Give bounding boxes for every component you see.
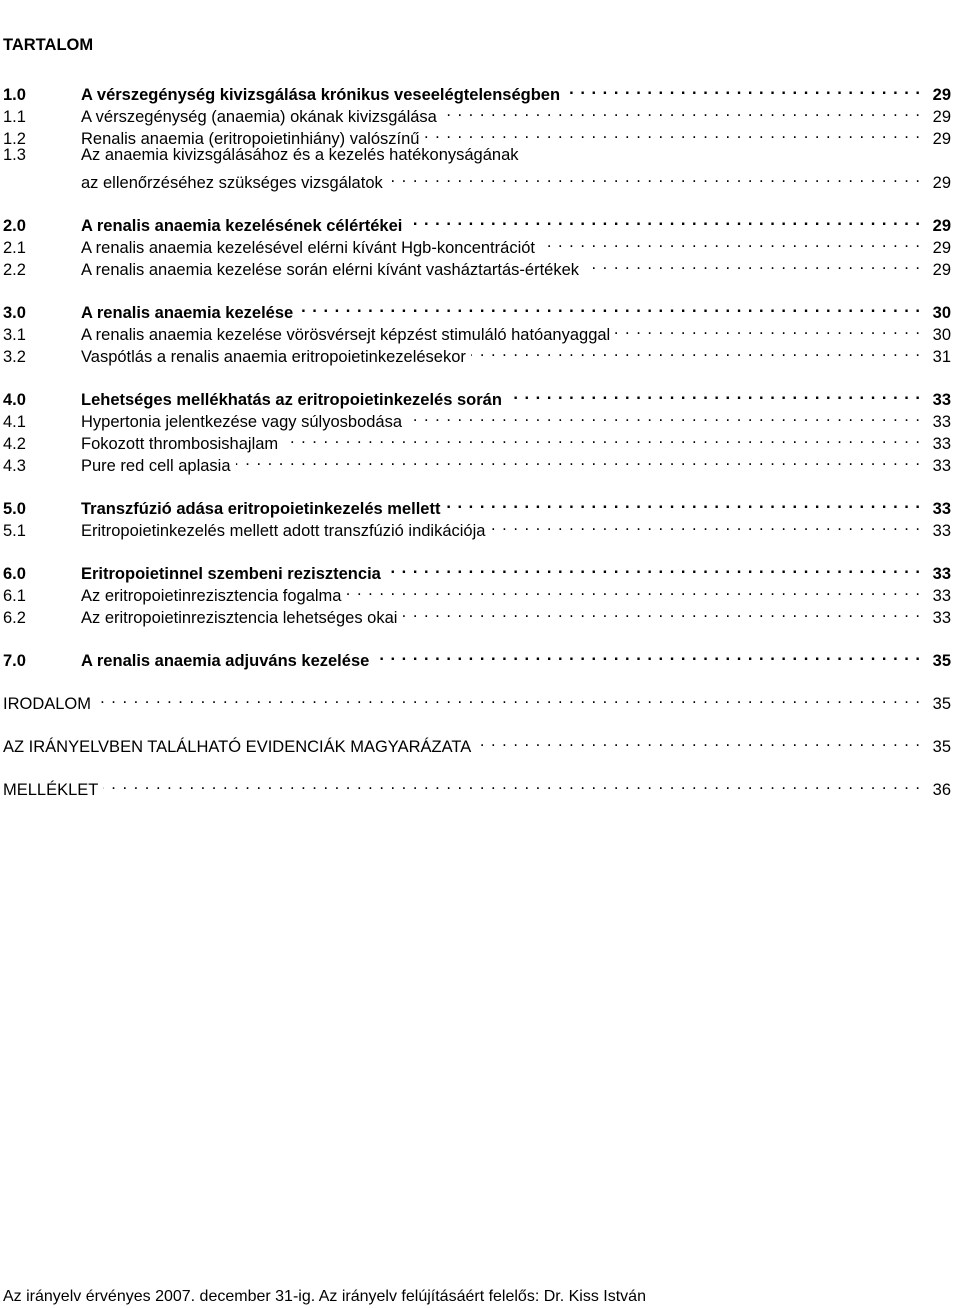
entry-number: 3.2	[3, 348, 26, 366]
entry-number: 1.0	[3, 86, 26, 104]
toc-appendix-attachment	[3, 773, 951, 799]
dot-leader	[507, 383, 921, 405]
entry-number: 2.0	[3, 217, 26, 235]
entry-title: Hypertonia jelentkezése vagy súlyosbodása	[81, 413, 403, 431]
dot-leader	[407, 209, 921, 231]
dot-leader	[584, 253, 921, 275]
entry-number: 6.0	[3, 565, 26, 583]
entry-title: A renalis anaemia kezelése	[81, 304, 294, 322]
entry-page: 29	[932, 217, 951, 235]
dot-leader	[96, 687, 921, 709]
dot-leader	[402, 601, 921, 623]
dot-leader	[283, 427, 921, 449]
entry-page: 30	[932, 304, 951, 322]
dot-leader	[424, 122, 921, 144]
entry-title: Vaspótlás a renalis anaemia eritropoietinkezelésekor	[81, 348, 466, 366]
dot-leader	[236, 449, 922, 471]
dot-leader	[445, 492, 921, 514]
entry-page: 33	[932, 500, 951, 518]
entry-number: 7.0	[3, 652, 26, 670]
toc-entry-3-0[interactable]	[3, 296, 951, 322]
page-footer: Az irányelv érvényes 2007. december 31-ig. Az irányelv felújításáért felelős: Dr. Kiss István	[3, 1288, 646, 1305]
entry-row-first	[3, 144, 951, 166]
entry-title: A renalis anaemia adjuváns kezelése	[81, 652, 370, 670]
entry-number: 4.3	[3, 457, 26, 475]
entry-title: A renalis anaemia kezelése során elérni kívánt vasháztartás-értékek	[81, 261, 580, 279]
entry-page: 30	[932, 326, 951, 344]
entry-title: IRODALOM	[3, 695, 92, 713]
dot-leader	[615, 318, 921, 340]
entry-page: 29	[932, 239, 951, 257]
entry-title: A vérszegénység kivizsgálása krónikus veseelégtelenségben	[81, 86, 561, 104]
toc-group-3	[3, 296, 951, 366]
entry-page: 33	[932, 587, 951, 605]
entry-number: 4.2	[3, 435, 26, 453]
dot-leader	[346, 579, 921, 601]
entry-page: 36	[932, 781, 951, 799]
page-title: TARTALOM	[3, 36, 94, 54]
entry-number: 2.2	[3, 261, 26, 279]
entry-title: Az eritropoietinrezisztencia fogalma	[81, 587, 342, 605]
entry-page: 35	[932, 652, 951, 670]
toc-entry-1-3[interactable]	[3, 144, 951, 192]
entry-page: 35	[932, 695, 951, 713]
entry-number: 1.3	[3, 146, 26, 164]
toc-appendix-references	[3, 687, 951, 713]
entry-title: A vérszegénység (anaemia) okának kivizsgálása	[81, 108, 437, 126]
entry-number: 1.2	[3, 130, 26, 148]
entry-number: 6.2	[3, 609, 26, 627]
entry-number: 5.0	[3, 500, 26, 518]
entry-number: 4.1	[3, 413, 26, 431]
entry-title: AZ IRÁNYELVBEN TALÁLHATÓ EVIDENCIÁK MAGYARÁZATA	[3, 738, 472, 756]
entry-number: 4.0	[3, 391, 26, 409]
toc-entry-7-0[interactable]	[3, 644, 951, 670]
entry-title: Renalis anaemia (eritropoietinhiány) valószínű	[81, 130, 420, 148]
toc-entry-references[interactable]	[3, 687, 951, 713]
entry-page: 29	[932, 86, 951, 104]
dot-leader	[407, 405, 921, 427]
entry-page: 29	[932, 108, 951, 126]
entry-row-second	[3, 166, 951, 192]
dot-leader	[565, 78, 921, 100]
entry-page: 33	[932, 413, 951, 431]
entry-title: Transzfúzió adása eritropoietinkezelés mellett	[81, 500, 441, 518]
dot-leader	[388, 166, 921, 188]
toc-entry-evidence[interactable]	[3, 730, 951, 756]
dot-leader	[476, 730, 921, 752]
toc-group-4	[3, 383, 951, 475]
toc-group-6	[3, 557, 951, 627]
entry-number: 5.1	[3, 522, 26, 540]
toc-entry-2-0[interactable]	[3, 209, 951, 235]
entry-number: 1.1	[3, 108, 26, 126]
entry-page: 33	[932, 565, 951, 583]
toc-group-7	[3, 644, 951, 670]
entry-page: 29	[932, 174, 951, 192]
dot-leader	[471, 340, 921, 362]
entry-title: Eritropoietinnel szembeni rezisztencia	[81, 565, 381, 583]
entry-title: MELLÉKLET	[3, 781, 99, 799]
entry-number: 6.1	[3, 587, 26, 605]
entry-page: 33	[932, 435, 951, 453]
entry-number: 2.1	[3, 239, 26, 257]
entry-title: A renalis anaemia kezelésének célértékei	[81, 217, 403, 235]
dot-leader	[103, 773, 921, 795]
dot-leader	[386, 557, 921, 579]
entry-title: Az eritropoietinrezisztencia lehetséges okai	[81, 609, 398, 627]
toc-group-2	[3, 209, 951, 279]
toc-entry-5-0[interactable]	[3, 492, 951, 518]
entry-title: A renalis anaemia kezelésével elérni kívánt Hgb-koncentrációt	[81, 239, 535, 257]
entry-title: Eritropoietinkezelés mellett adott transzfúzió indikációja	[81, 522, 486, 540]
entry-page: 29	[932, 261, 951, 279]
entry-page: 31	[932, 348, 951, 366]
dot-leader	[442, 100, 921, 122]
entry-page: 33	[932, 457, 951, 475]
dot-leader	[374, 644, 921, 666]
table-of-contents	[3, 78, 951, 816]
dot-leader	[298, 296, 921, 318]
dot-leader	[490, 514, 921, 536]
toc-entry-4-0[interactable]	[3, 383, 951, 409]
toc-appendix-evidence	[3, 730, 951, 756]
entry-page: 33	[932, 522, 951, 540]
toc-group-1	[3, 78, 951, 192]
entry-title-line-2: az ellenőrzéséhez szükséges vizsgálatok	[81, 174, 383, 192]
entry-page: 33	[932, 609, 951, 627]
entry-title-line-1: Az anaemia kivizsgálásához és a kezelés hatékonyságának	[81, 146, 519, 164]
entry-title: Pure red cell aplasia	[81, 457, 231, 475]
entry-title: A renalis anaemia kezelése vörösvérsejt képzést stimuláló hatóanyaggal	[81, 326, 611, 344]
toc-entry-6-0[interactable]	[3, 557, 951, 583]
toc-group-5	[3, 492, 951, 540]
toc-entry-1-0[interactable]	[3, 78, 951, 104]
entry-page: 35	[932, 738, 951, 756]
entry-number: 3.0	[3, 304, 26, 322]
dot-leader	[540, 231, 921, 253]
entry-page: 29	[932, 130, 951, 148]
entry-page: 33	[932, 391, 951, 409]
toc-entry-attachment[interactable]	[3, 773, 951, 799]
entry-title: Fokozott thrombosishajlam	[81, 435, 279, 453]
entry-title: Lehetséges mellékhatás az eritropoietinkezelés során	[81, 391, 502, 409]
entry-number: 3.1	[3, 326, 26, 344]
